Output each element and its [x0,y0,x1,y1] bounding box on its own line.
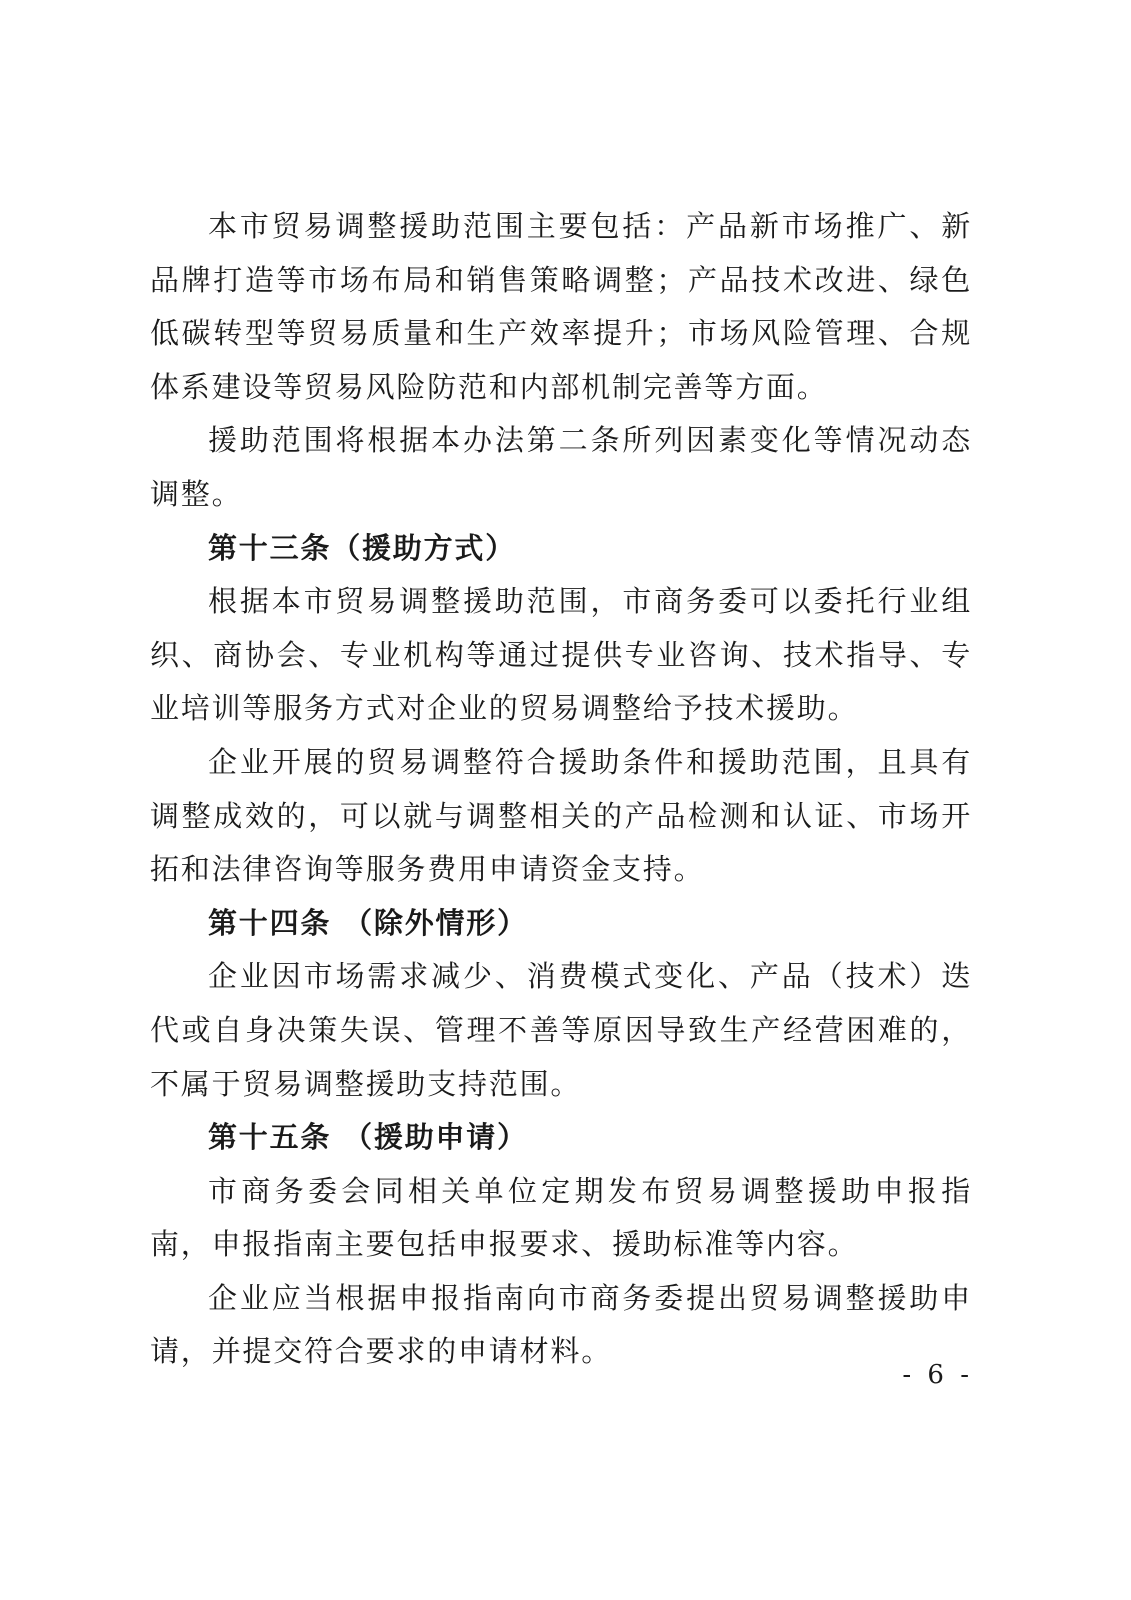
paragraph-assistance-scope: 本市贸易调整援助范围主要包括：产品新市场推广、新品牌打造等市场布局和销售策略调整；产品技术改进、绿色低碳转型等贸易质量和生产效率提升；市场风险管理、合规体系建设等贸易风险防范和内部机制完善等方面。 [150,209,972,404]
paragraph-funding-support: 企业开展的贸易调整符合援助条件和援助范围，且具有调整成效的，可以就与调整相关的产品检测和认证、市场开拓和法律咨询等服务费用申请资金支持。 [150,744,972,887]
article-14-heading: 第十四条 （除外情形） [208,905,528,940]
document-body [150,200,972,1379]
paragraph-exclusions: 企业因市场需求减少、消费模式变化、产品（技术）迭代或自身决策失误、管理不善等原因导致生产经营困难的，不属于贸易调整援助支持范围。 [150,959,972,1101]
paragraph-application-guide: 市商务委会同相关单位定期发布贸易调整援助申报指南，申报指南主要包括申报要求、援助标准等内容。 [150,1173,972,1262]
article-15-heading: 第十五条 （援助申请） [208,1120,528,1155]
article-13-heading: 第十三条（援助方式） [208,530,517,565]
paragraph-technical-assistance: 根据本市贸易调整援助范围，市商务委可以委托行业组织、商协会、专业机构等通过提供专业咨询、技术指导、专业培训等服务方式对企业的贸易调整给予技术援助。 [150,584,972,726]
paragraph-application-submission: 企业应当根据申报指南向市商务委提出贸易调整援助申请，并提交符合要求的申请材料。 [150,1280,972,1369]
paragraph-scope-adjustment: 援助范围将根据本办法第二条所列因素变化等情况动态调整。 [150,423,972,511]
page-number: - 6 - [902,1360,973,1390]
